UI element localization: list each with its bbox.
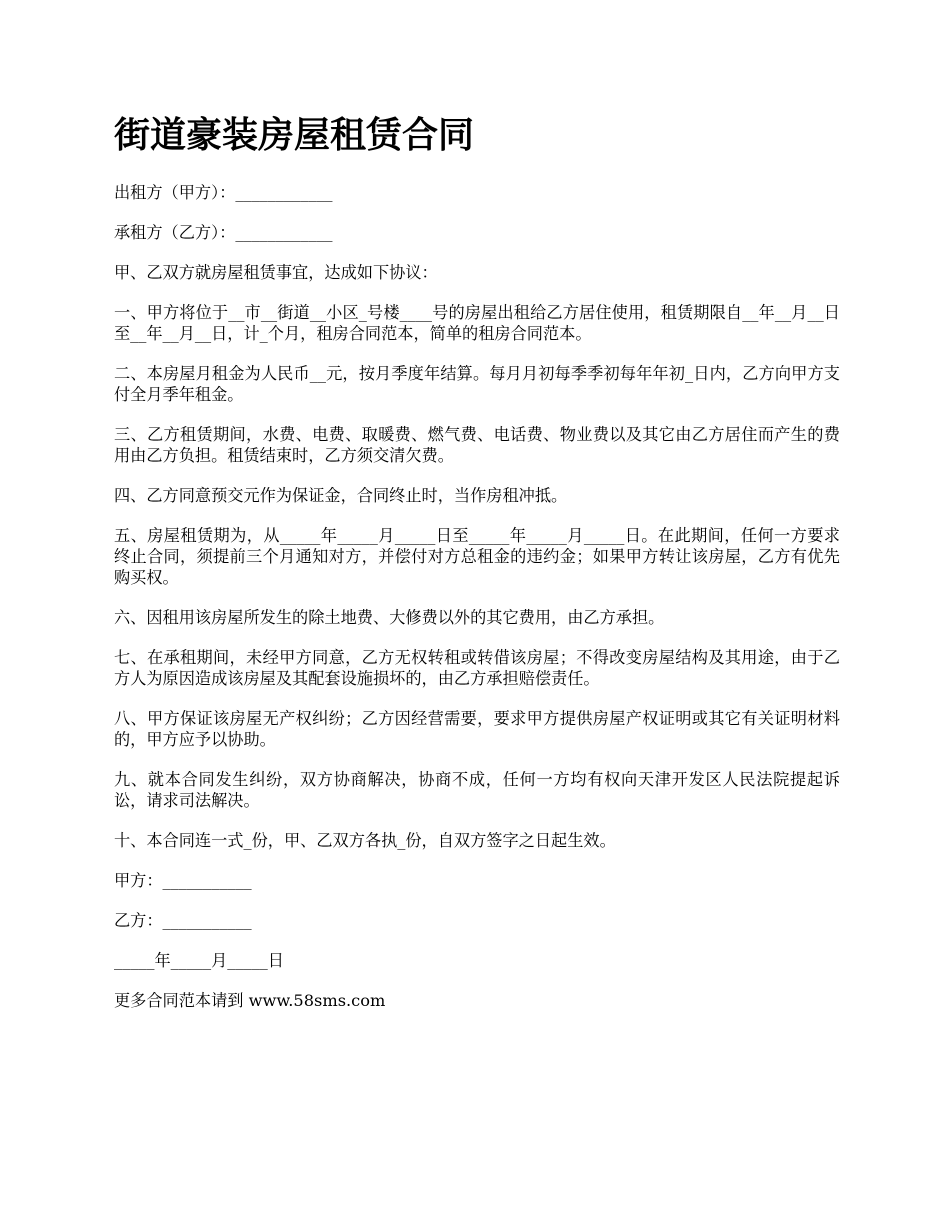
document-title: 街道豪装房屋租赁合同 xyxy=(114,115,475,156)
clause-2: 二、本房屋月租金为人民币__元，按月季度年结算。每月月初每季季初每年年初_日内，乙方向甲方支付全月季年租金。 xyxy=(114,364,840,404)
clause-4: 四、乙方同意预交元作为保证金，合同终止时，当作房租冲抵。 xyxy=(114,486,568,505)
party-a-signature-line: 甲方：___________ xyxy=(114,871,252,890)
clause-1: 一、甲方将位于__市__街道__小区_号楼____号的房屋出租给乙方居住使用，租赁期限自__年__月__日至__年__月__日，计_个月，租房合同范本，简单的租房合同范本。 xyxy=(114,303,840,343)
agreement-intro: 甲、乙双方就房屋租赁事宜，达成如下协议： xyxy=(114,263,438,282)
footer-note: 更多合同范本请到 www.58sms.com xyxy=(114,991,386,1010)
party-b-signature-line: 乙方：___________ xyxy=(114,911,252,930)
clause-9: 九、就本合同发生纠纷，双方协商解决，协商不成，任何一方均有权向天津开发区人民法院提起诉讼，请求司法解决。 xyxy=(114,770,840,810)
clause-3: 三、乙方租赁期间，水费、电费、取暖费、燃气费、电话费、物业费以及其它由乙方居住而产生的费用由乙方负担。租赁结束时，乙方须交清欠费。 xyxy=(114,425,840,465)
clause-6: 六、因租用该房屋所发生的除土地费、大修费以外的其它费用，由乙方承担。 xyxy=(114,608,665,627)
document-body xyxy=(114,182,840,1011)
lessor-line: 出租方（甲方）：____________ xyxy=(114,183,333,202)
document-page xyxy=(114,112,840,1030)
clause-8: 八、甲方保证该房屋无产权纠纷；乙方因经营需要，要求甲方提供房屋产权证明或其它有关证明材料的，甲方应予以协助。 xyxy=(114,709,840,749)
clause-5: 五、房屋租赁期为，从_____年_____月_____日至_____年_____月_____日。在此期间，任何一方要求终止合同，须提前三个月通知对方，并偿付对方总租金的违约金；如果甲方转让该房屋，乙方有优先购买权。 xyxy=(114,526,840,587)
clause-10: 十、本合同连一式_份，甲、乙双方各执_份，自双方签字之日起生效。 xyxy=(114,831,616,850)
clause-7: 七、在承租期间，未经甲方同意，乙方无权转租或转借该房屋；不得改变房屋结构及其用途，由于乙方人为原因造成该房屋及其配套设施损坏的，由乙方承担赔偿责任。 xyxy=(114,648,840,688)
signing-date-line: _____年_____月_____日 xyxy=(114,951,284,970)
lessee-line: 承租方（乙方）：____________ xyxy=(114,223,333,242)
